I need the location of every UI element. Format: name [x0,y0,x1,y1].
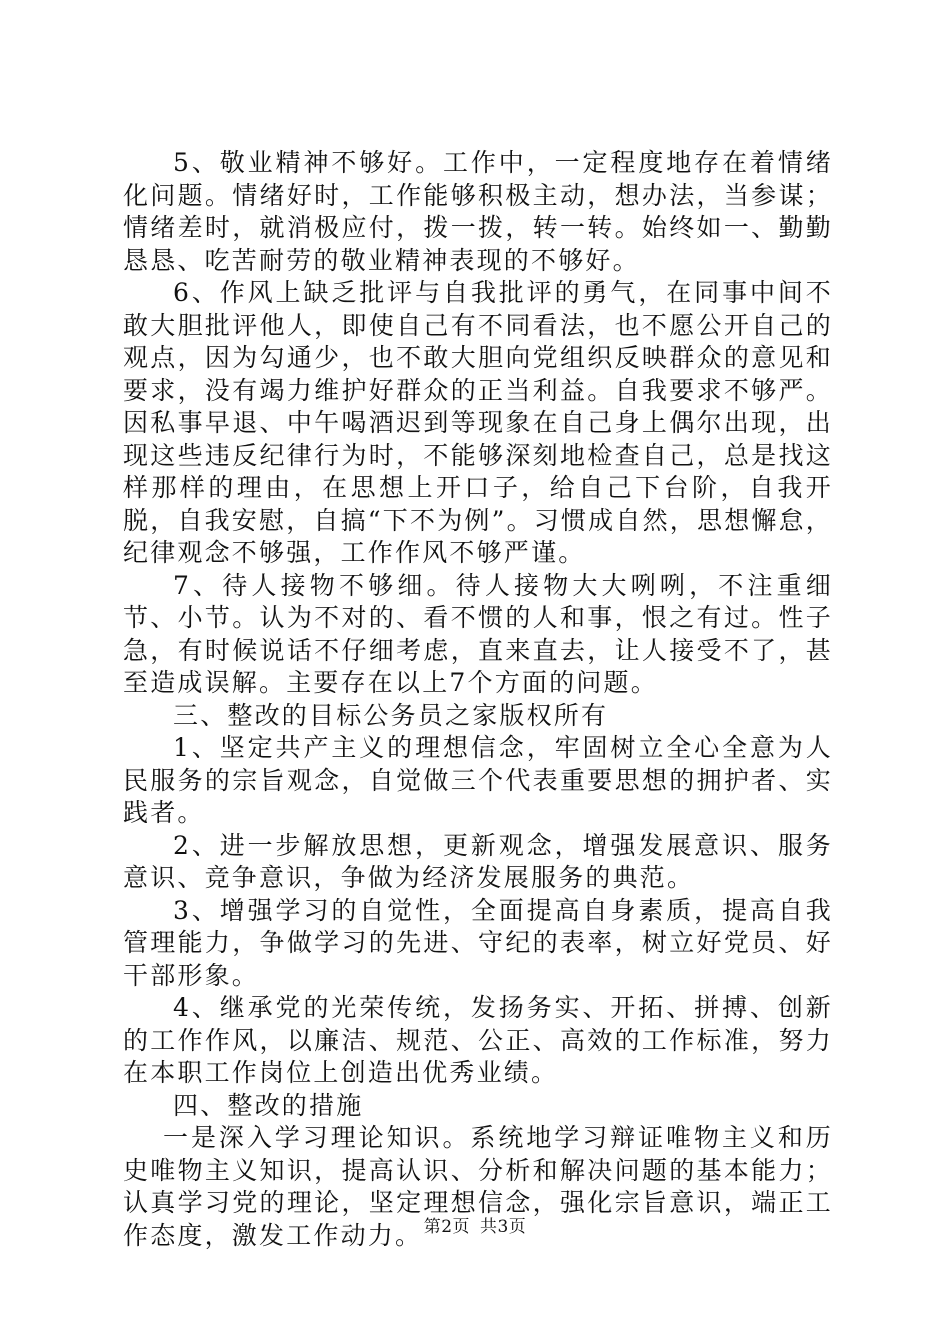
goal-item-3: 3、增强学习的自觉性，全面提高自身素质，提高自我管理能力，争做学习的先进、守纪的表率，树立好党员、好干部形象。 [123,895,833,990]
goal-item-4: 4、继承党的光荣传统，发扬务实、开拓、拼搏、创新的工作作风，以廉洁、规范、公正、高效的工作标准，努力在本职工作岗位上创造出优秀业绩。 [123,993,833,1087]
page-footer [0,1212,950,1237]
measure-item-1: 一是深入学习理论知识。系统地学习辩证唯物主义和历史唯物主义知识，提高认识、分析和解决问题的基本能力；认真学习党的理论，坚定理想信念，强化宗旨意识，端正工作态度，激发工作动力。 [123,1123,833,1250]
goal-item-1: 1、坚定共产主义的理想信念，牢固树立全心全意为人民服务的宗旨观念，自觉做三个代表重要思想的拥护者、实践者。 [123,733,833,827]
page-number-current: 第2页 [423,1217,471,1237]
page-number-total: 共3页 [479,1217,527,1237]
paragraph-6-work-style: 6、作风上缺乏批评与自我批评的勇气，在同事中间不敢大胆批评他人，即使自己有不同看法，也不愿公开自己的观点，因为勾通少，也不敢大胆向党组织反映群众的意见和要求，没有竭力维护好群众的正当利益。自我要求不够严。因私事早退、中午喝酒迟到等现象在自己身上偶尔出现，出现这些违反纪律行为时，不能够深刻地检查自己，总是找这样那样的理由，在思想上开口子，给自己下台阶，自我开脱，自我安慰，自搞“下不为例”。习惯成自然，思想懈怠，纪律观念不够强，工作作风不够严谨。 [123,278,833,567]
paragraph-5-dedication: 5、敬业精神不够好。工作中，一定程度地存在着情绪化问题。情绪好时，工作能够积极主动，想办法，当参谋；情绪差时，就消极应付，拨一拨，转一转。始终如一、勤勤恳恳、吃苦耐劳的敬业精神表现的不够好。 [123,148,833,275]
section-heading-rectification-measures: 四、整改的措施 [173,1090,364,1120]
section-heading-rectification-goals: 三、整改的目标公务员之家版权所有 [173,700,609,730]
document-body [123,147,833,1252]
goal-item-2: 2、进一步解放思想，更新观念，增强发展意识、服务意识、竞争意识，争做为经济发展服务的典范。 [123,830,833,892]
paragraph-7-interpersonal: 7、待人接物不够细。待人接物大大咧咧，不注重细节、小节。认为不对的、看不惯的人和事，恨之有过。性子急，有时候说话不仔细考虑，直来直去，让人接受不了，甚至造成误解。主要存在以上7个方面的问题。 [123,570,833,697]
